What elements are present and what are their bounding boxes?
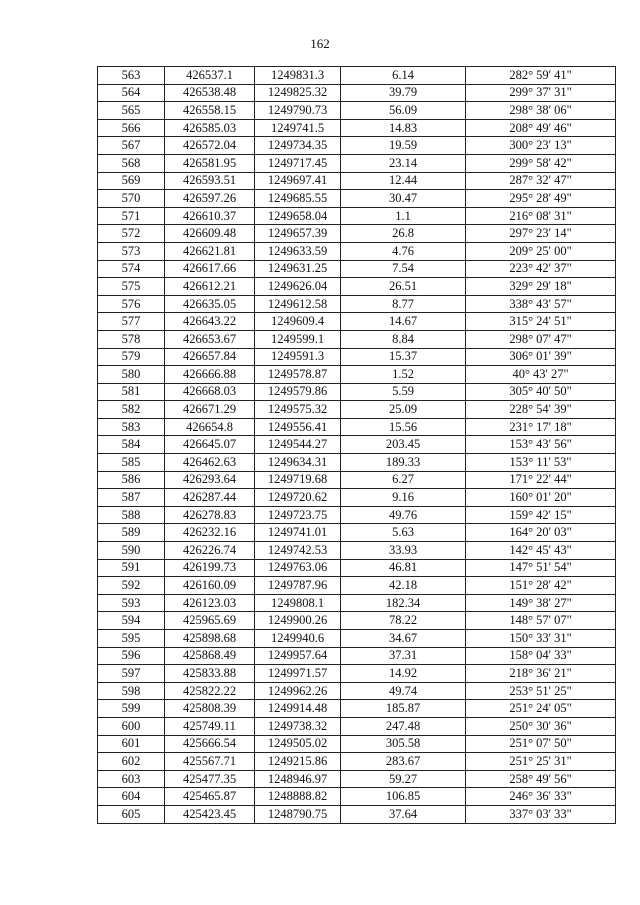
table-row [98, 700, 616, 718]
bearing-cell: 148° 57' 07" [466, 612, 616, 630]
page-number: 162 [310, 36, 330, 51]
x-coordinate-cell: 426668.03 [165, 383, 255, 401]
point-number-cell: 584 [98, 436, 165, 454]
point-number-cell: 579 [98, 348, 165, 366]
table-row [98, 524, 616, 542]
distance-cell: 56.09 [341, 102, 466, 120]
distance-cell: 1.1 [341, 207, 466, 225]
x-coordinate-cell: 426621.81 [165, 242, 255, 260]
point-number-cell: 577 [98, 313, 165, 331]
table-row [98, 172, 616, 190]
x-coordinate-cell: 426666.88 [165, 366, 255, 384]
bearing-cell: 297° 23' 14" [466, 225, 616, 243]
table-row [98, 242, 616, 260]
point-number-cell: 596 [98, 647, 165, 665]
distance-cell: 34.67 [341, 630, 466, 648]
x-coordinate-cell: 426609.48 [165, 225, 255, 243]
x-coordinate-cell: 426643.22 [165, 313, 255, 331]
table-row [98, 190, 616, 208]
y-coordinate-cell: 1249626.04 [255, 278, 341, 296]
bearing-cell: 251° 25' 31" [466, 753, 616, 771]
table-row [98, 348, 616, 366]
table-row [98, 788, 616, 806]
point-number-cell: 574 [98, 260, 165, 278]
bearing-cell: 149° 38' 27" [466, 594, 616, 612]
bearing-cell: 216° 08' 31" [466, 207, 616, 225]
table-row [98, 401, 616, 419]
x-coordinate-cell: 426572.04 [165, 137, 255, 155]
point-number-cell: 587 [98, 489, 165, 507]
y-coordinate-cell: 1249900.26 [255, 612, 341, 630]
table-row [98, 735, 616, 753]
distance-cell: 42.18 [341, 577, 466, 595]
y-coordinate-cell: 1249717.45 [255, 154, 341, 172]
distance-cell: 49.76 [341, 506, 466, 524]
table-row [98, 102, 616, 120]
table-row [98, 471, 616, 489]
point-number-cell: 590 [98, 542, 165, 560]
point-number-cell: 564 [98, 84, 165, 102]
bearing-cell: 171° 22' 44" [466, 471, 616, 489]
y-coordinate-cell: 1249685.55 [255, 190, 341, 208]
bearing-cell: 153° 43' 56" [466, 436, 616, 454]
x-coordinate-cell: 425833.88 [165, 665, 255, 683]
y-coordinate-cell: 1249599.1 [255, 330, 341, 348]
distance-cell: 78.22 [341, 612, 466, 630]
point-number-cell: 586 [98, 471, 165, 489]
point-number-cell: 570 [98, 190, 165, 208]
y-coordinate-cell: 1249723.75 [255, 506, 341, 524]
distance-cell: 8.84 [341, 330, 466, 348]
y-coordinate-cell: 1249505.02 [255, 735, 341, 753]
x-coordinate-cell: 425898.68 [165, 630, 255, 648]
point-number-cell: 568 [98, 154, 165, 172]
bearing-cell: 231° 17' 18" [466, 418, 616, 436]
point-number-cell: 563 [98, 67, 165, 85]
distance-cell: 37.64 [341, 805, 466, 823]
x-coordinate-cell: 425423.45 [165, 805, 255, 823]
table-row [98, 278, 616, 296]
table-row [98, 682, 616, 700]
x-coordinate-cell: 426287.44 [165, 489, 255, 507]
distance-cell: 23.14 [341, 154, 466, 172]
table-row [98, 84, 616, 102]
bearing-cell: 159° 42' 15" [466, 506, 616, 524]
y-coordinate-cell: 1249763.06 [255, 559, 341, 577]
y-coordinate-cell: 1249556.41 [255, 418, 341, 436]
y-coordinate-cell: 1249738.32 [255, 717, 341, 735]
y-coordinate-cell: 1249790.73 [255, 102, 341, 120]
distance-cell: 39.79 [341, 84, 466, 102]
y-coordinate-cell: 1249612.58 [255, 295, 341, 313]
x-coordinate-cell: 425749.11 [165, 717, 255, 735]
bearing-cell: 164° 20' 03" [466, 524, 616, 542]
x-coordinate-cell: 426199.73 [165, 559, 255, 577]
distance-cell: 33.93 [341, 542, 466, 560]
x-coordinate-cell: 425808.39 [165, 700, 255, 718]
bearing-cell: 253° 51' 25" [466, 682, 616, 700]
x-coordinate-cell: 426558.15 [165, 102, 255, 120]
table-row [98, 612, 616, 630]
table-row [98, 454, 616, 472]
point-number-cell: 571 [98, 207, 165, 225]
distance-cell: 5.63 [341, 524, 466, 542]
distance-cell: 185.87 [341, 700, 466, 718]
point-number-cell: 580 [98, 366, 165, 384]
distance-cell: 46.81 [341, 559, 466, 577]
y-coordinate-cell: 1249787.96 [255, 577, 341, 595]
bearing-cell: 298° 38' 06" [466, 102, 616, 120]
point-number-cell: 581 [98, 383, 165, 401]
table-row [98, 260, 616, 278]
y-coordinate-cell: 1249544.27 [255, 436, 341, 454]
point-number-cell: 592 [98, 577, 165, 595]
distance-cell: 14.67 [341, 313, 466, 331]
y-coordinate-cell: 1249808.1 [255, 594, 341, 612]
bearing-cell: 295° 28' 49" [466, 190, 616, 208]
x-coordinate-cell: 426671.29 [165, 401, 255, 419]
table-row [98, 366, 616, 384]
x-coordinate-cell: 426645.07 [165, 436, 255, 454]
distance-cell: 6.14 [341, 67, 466, 85]
bearing-cell: 142° 45' 43" [466, 542, 616, 560]
distance-cell: 305.58 [341, 735, 466, 753]
point-number-cell: 593 [98, 594, 165, 612]
point-number-cell: 599 [98, 700, 165, 718]
distance-cell: 1.52 [341, 366, 466, 384]
bearing-cell: 299° 58' 42" [466, 154, 616, 172]
table-row [98, 489, 616, 507]
coordinates-table [97, 66, 616, 824]
y-coordinate-cell: 1249575.32 [255, 401, 341, 419]
x-coordinate-cell: 426293.64 [165, 471, 255, 489]
distance-cell: 37.31 [341, 647, 466, 665]
point-number-cell: 567 [98, 137, 165, 155]
table-row [98, 630, 616, 648]
bearing-cell: 300° 23' 13" [466, 137, 616, 155]
distance-cell: 49.74 [341, 682, 466, 700]
y-coordinate-cell: 1249579.86 [255, 383, 341, 401]
x-coordinate-cell: 425666.54 [165, 735, 255, 753]
table-row [98, 313, 616, 331]
point-number-cell: 583 [98, 418, 165, 436]
x-coordinate-cell: 425822.22 [165, 682, 255, 700]
table-row [98, 542, 616, 560]
bearing-cell: 150° 33' 31" [466, 630, 616, 648]
bearing-cell: 282° 59' 41" [466, 67, 616, 85]
table-row [98, 594, 616, 612]
distance-cell: 15.37 [341, 348, 466, 366]
point-number-cell: 565 [98, 102, 165, 120]
x-coordinate-cell: 426160.09 [165, 577, 255, 595]
distance-cell: 6.27 [341, 471, 466, 489]
table-row [98, 717, 616, 735]
y-coordinate-cell: 1249914.48 [255, 700, 341, 718]
table-row [98, 436, 616, 454]
x-coordinate-cell: 426653.67 [165, 330, 255, 348]
point-number-cell: 598 [98, 682, 165, 700]
point-number-cell: 604 [98, 788, 165, 806]
y-coordinate-cell: 1249734.35 [255, 137, 341, 155]
point-number-cell: 594 [98, 612, 165, 630]
point-number-cell: 576 [98, 295, 165, 313]
y-coordinate-cell: 1249971.57 [255, 665, 341, 683]
coordinates-table-body [98, 67, 616, 824]
x-coordinate-cell: 426593.51 [165, 172, 255, 190]
distance-cell: 106.85 [341, 788, 466, 806]
y-coordinate-cell: 1249633.59 [255, 242, 341, 260]
bearing-cell: 315° 24' 51" [466, 313, 616, 331]
bearing-cell: 298° 07' 47" [466, 330, 616, 348]
table-row [98, 577, 616, 595]
bearing-cell: 250° 30' 36" [466, 717, 616, 735]
point-number-cell: 572 [98, 225, 165, 243]
point-number-cell: 602 [98, 753, 165, 771]
bearing-cell: 218° 36' 21" [466, 665, 616, 683]
bearing-cell: 147° 51' 54" [466, 559, 616, 577]
x-coordinate-cell: 426635.05 [165, 295, 255, 313]
table-row [98, 770, 616, 788]
bearing-cell: 299° 37' 31" [466, 84, 616, 102]
point-number-cell: 591 [98, 559, 165, 577]
bearing-cell: 158° 04' 33" [466, 647, 616, 665]
y-coordinate-cell: 1249658.04 [255, 207, 341, 225]
x-coordinate-cell: 426538.48 [165, 84, 255, 102]
distance-cell: 14.92 [341, 665, 466, 683]
table-row [98, 753, 616, 771]
distance-cell: 4.76 [341, 242, 466, 260]
point-number-cell: 588 [98, 506, 165, 524]
distance-cell: 30.47 [341, 190, 466, 208]
distance-cell: 26.51 [341, 278, 466, 296]
bearing-cell: 151° 28' 42" [466, 577, 616, 595]
table-row [98, 665, 616, 683]
y-coordinate-cell: 1249742.53 [255, 542, 341, 560]
table-row [98, 119, 616, 137]
distance-cell: 26.8 [341, 225, 466, 243]
x-coordinate-cell: 425567.71 [165, 753, 255, 771]
y-coordinate-cell: 1249962.26 [255, 682, 341, 700]
point-number-cell: 601 [98, 735, 165, 753]
x-coordinate-cell: 425477.35 [165, 770, 255, 788]
table-row [98, 805, 616, 823]
bearing-cell: 251° 24' 05" [466, 700, 616, 718]
point-number-cell: 569 [98, 172, 165, 190]
bearing-cell: 246° 36' 33" [466, 788, 616, 806]
point-number-cell: 597 [98, 665, 165, 683]
point-number-cell: 595 [98, 630, 165, 648]
distance-cell: 7.54 [341, 260, 466, 278]
point-number-cell: 600 [98, 717, 165, 735]
distance-cell: 283.67 [341, 753, 466, 771]
distance-cell: 9.16 [341, 489, 466, 507]
distance-cell: 25.09 [341, 401, 466, 419]
y-coordinate-cell: 1249697.41 [255, 172, 341, 190]
y-coordinate-cell: 1249591.3 [255, 348, 341, 366]
distance-cell: 59.27 [341, 770, 466, 788]
bearing-cell: 251° 07' 50" [466, 735, 616, 753]
distance-cell: 12.44 [341, 172, 466, 190]
bearing-cell: 208° 49' 46" [466, 119, 616, 137]
x-coordinate-cell: 426462.63 [165, 454, 255, 472]
bearing-cell: 287° 32' 47" [466, 172, 616, 190]
bearing-cell: 337° 03' 33" [466, 805, 616, 823]
y-coordinate-cell: 1249657.39 [255, 225, 341, 243]
point-number-cell: 589 [98, 524, 165, 542]
x-coordinate-cell: 426657.84 [165, 348, 255, 366]
distance-cell: 15.56 [341, 418, 466, 436]
x-coordinate-cell: 426232.16 [165, 524, 255, 542]
bearing-cell: 223° 42' 37" [466, 260, 616, 278]
table-row [98, 207, 616, 225]
y-coordinate-cell: 1249609.4 [255, 313, 341, 331]
distance-cell: 203.45 [341, 436, 466, 454]
point-number-cell: 582 [98, 401, 165, 419]
x-coordinate-cell: 425965.69 [165, 612, 255, 630]
point-number-cell: 578 [98, 330, 165, 348]
bearing-cell: 153° 11' 53" [466, 454, 616, 472]
x-coordinate-cell: 425868.49 [165, 647, 255, 665]
point-number-cell: 605 [98, 805, 165, 823]
bearing-cell: 160° 01' 20" [466, 489, 616, 507]
y-coordinate-cell: 1249741.5 [255, 119, 341, 137]
y-coordinate-cell: 1249578.87 [255, 366, 341, 384]
x-coordinate-cell: 426612.21 [165, 278, 255, 296]
y-coordinate-cell: 1249831.3 [255, 67, 341, 85]
x-coordinate-cell: 426278.83 [165, 506, 255, 524]
table-row [98, 647, 616, 665]
bearing-cell: 209° 25' 00" [466, 242, 616, 260]
table-row [98, 225, 616, 243]
point-number-cell: 575 [98, 278, 165, 296]
bearing-cell: 305° 40' 50" [466, 383, 616, 401]
y-coordinate-cell: 1249825.32 [255, 84, 341, 102]
distance-cell: 8.77 [341, 295, 466, 313]
table-row [98, 506, 616, 524]
table-row [98, 418, 616, 436]
y-coordinate-cell: 1249634.31 [255, 454, 341, 472]
y-coordinate-cell: 1249720.62 [255, 489, 341, 507]
y-coordinate-cell: 1249940.6 [255, 630, 341, 648]
table-row [98, 67, 616, 85]
y-coordinate-cell: 1248790.75 [255, 805, 341, 823]
y-coordinate-cell: 1249719.68 [255, 471, 341, 489]
x-coordinate-cell: 426537.1 [165, 67, 255, 85]
table-row [98, 295, 616, 313]
x-coordinate-cell: 426226.74 [165, 542, 255, 560]
x-coordinate-cell: 426654.8 [165, 418, 255, 436]
y-coordinate-cell: 1249631.25 [255, 260, 341, 278]
x-coordinate-cell: 426585.03 [165, 119, 255, 137]
distance-cell: 19.59 [341, 137, 466, 155]
table-row [98, 154, 616, 172]
point-number-cell: 566 [98, 119, 165, 137]
point-number-cell: 585 [98, 454, 165, 472]
y-coordinate-cell: 1249741.01 [255, 524, 341, 542]
x-coordinate-cell: 425465.87 [165, 788, 255, 806]
table-row [98, 330, 616, 348]
bearing-cell: 329° 29' 18" [466, 278, 616, 296]
x-coordinate-cell: 426617.66 [165, 260, 255, 278]
x-coordinate-cell: 426123.03 [165, 594, 255, 612]
bearing-cell: 228° 54' 39" [466, 401, 616, 419]
y-coordinate-cell: 1248946.97 [255, 770, 341, 788]
distance-cell: 247.48 [341, 717, 466, 735]
x-coordinate-cell: 426597.26 [165, 190, 255, 208]
y-coordinate-cell: 1248888.82 [255, 788, 341, 806]
distance-cell: 182.34 [341, 594, 466, 612]
table-row [98, 137, 616, 155]
bearing-cell: 306° 01' 39" [466, 348, 616, 366]
y-coordinate-cell: 1249215.86 [255, 753, 341, 771]
bearing-cell: 258° 49' 56" [466, 770, 616, 788]
table-row [98, 383, 616, 401]
y-coordinate-cell: 1249957.64 [255, 647, 341, 665]
table-row [98, 559, 616, 577]
distance-cell: 189.33 [341, 454, 466, 472]
x-coordinate-cell: 426581.95 [165, 154, 255, 172]
distance-cell: 14.83 [341, 119, 466, 137]
x-coordinate-cell: 426610.37 [165, 207, 255, 225]
point-number-cell: 603 [98, 770, 165, 788]
bearing-cell: 40° 43' 27" [466, 366, 616, 384]
point-number-cell: 573 [98, 242, 165, 260]
bearing-cell: 338° 43' 57" [466, 295, 616, 313]
distance-cell: 5.59 [341, 383, 466, 401]
